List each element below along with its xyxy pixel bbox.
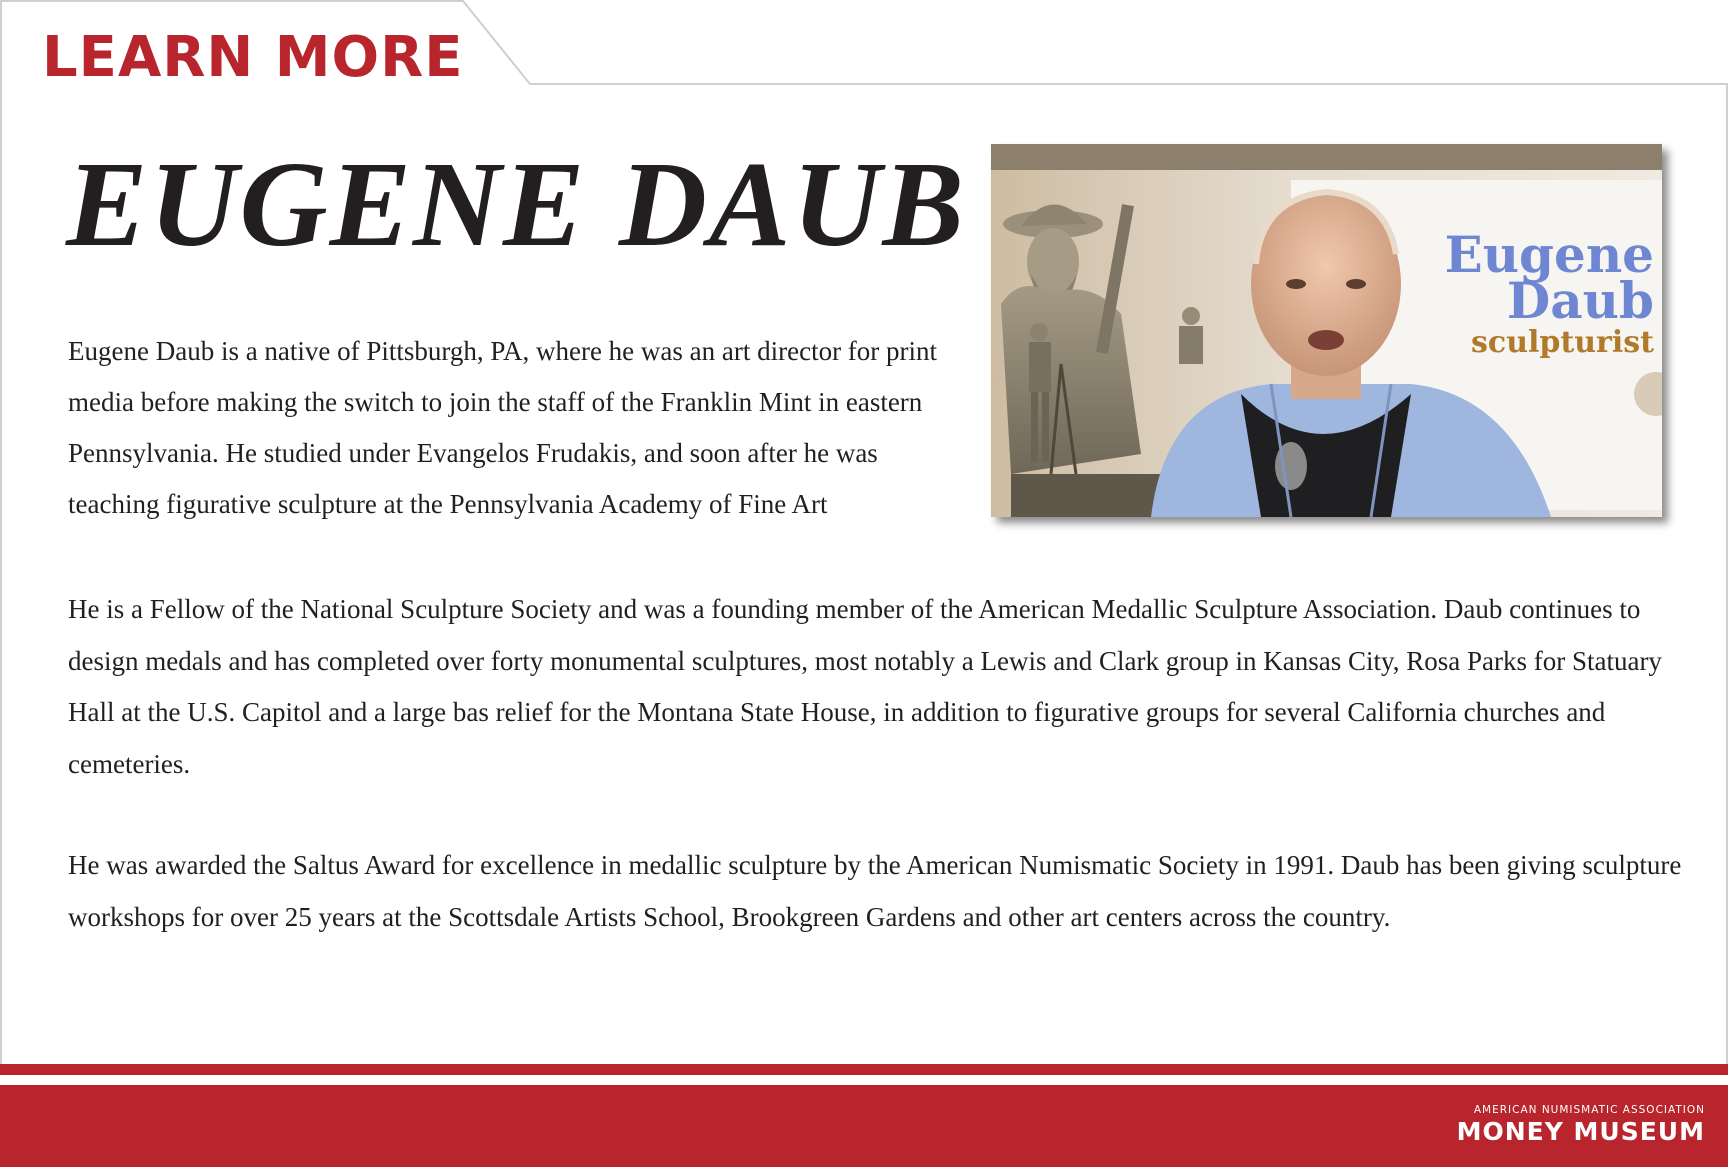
footer-org-name: AMERICAN NUMISMATIC ASSOCIATION bbox=[1473, 1104, 1705, 1116]
caption-role: sculpturist bbox=[1471, 325, 1654, 360]
caption-name-line-1: Eugene bbox=[1444, 225, 1654, 284]
bio-paragraph-1: Eugene Daub is a native of Pittsburgh, PA, where he was an art director for print media before making the switch to join the staff of the Franklin Mint in eastern Pennsylvania. He studied under Evangelos Frudakis, and soon after he was teaching figurative sculpture at the Pennsylvania Academy of Fine Art bbox=[68, 336, 938, 519]
footer-stripe bbox=[0, 1064, 1728, 1075]
footer-museum-name: MONEY MUSEUM bbox=[1456, 1117, 1705, 1146]
caption-name-line-2: Daub bbox=[1506, 271, 1654, 330]
bio-paragraph-2: He is a Fellow of the National Sculpture Society and was a founding member of the American Medallic Sculpture Association. Daub continues to design medals and has completed over forty monumental sculptures, most notably a Lewis and Clark group in Kansas City, Rosa Parks for Statuary Hall at the U.S. Capitol and a large bas relief for the Montana State House, in addition to figurative groups for several California churches and cemeteries. bbox=[68, 594, 1662, 779]
learn-more-heading: LEARN MORE bbox=[42, 25, 464, 90]
footer-band bbox=[0, 1085, 1728, 1167]
page-title: EUGENE DAUB bbox=[66, 137, 966, 272]
bio-paragraph-3: He was awarded the Saltus Award for excellence in medallic sculpture by the American Numismatic Society in 1991. Daub has been giving sculpture workshops for over 25 years at the Scottsdale Artists School, Brookgreen Gardens and other art centers across the country. bbox=[68, 850, 1682, 932]
portrait-photo bbox=[991, 144, 1662, 517]
museum-logo bbox=[1457, 1103, 1705, 1147]
photo-caption bbox=[1444, 225, 1654, 360]
